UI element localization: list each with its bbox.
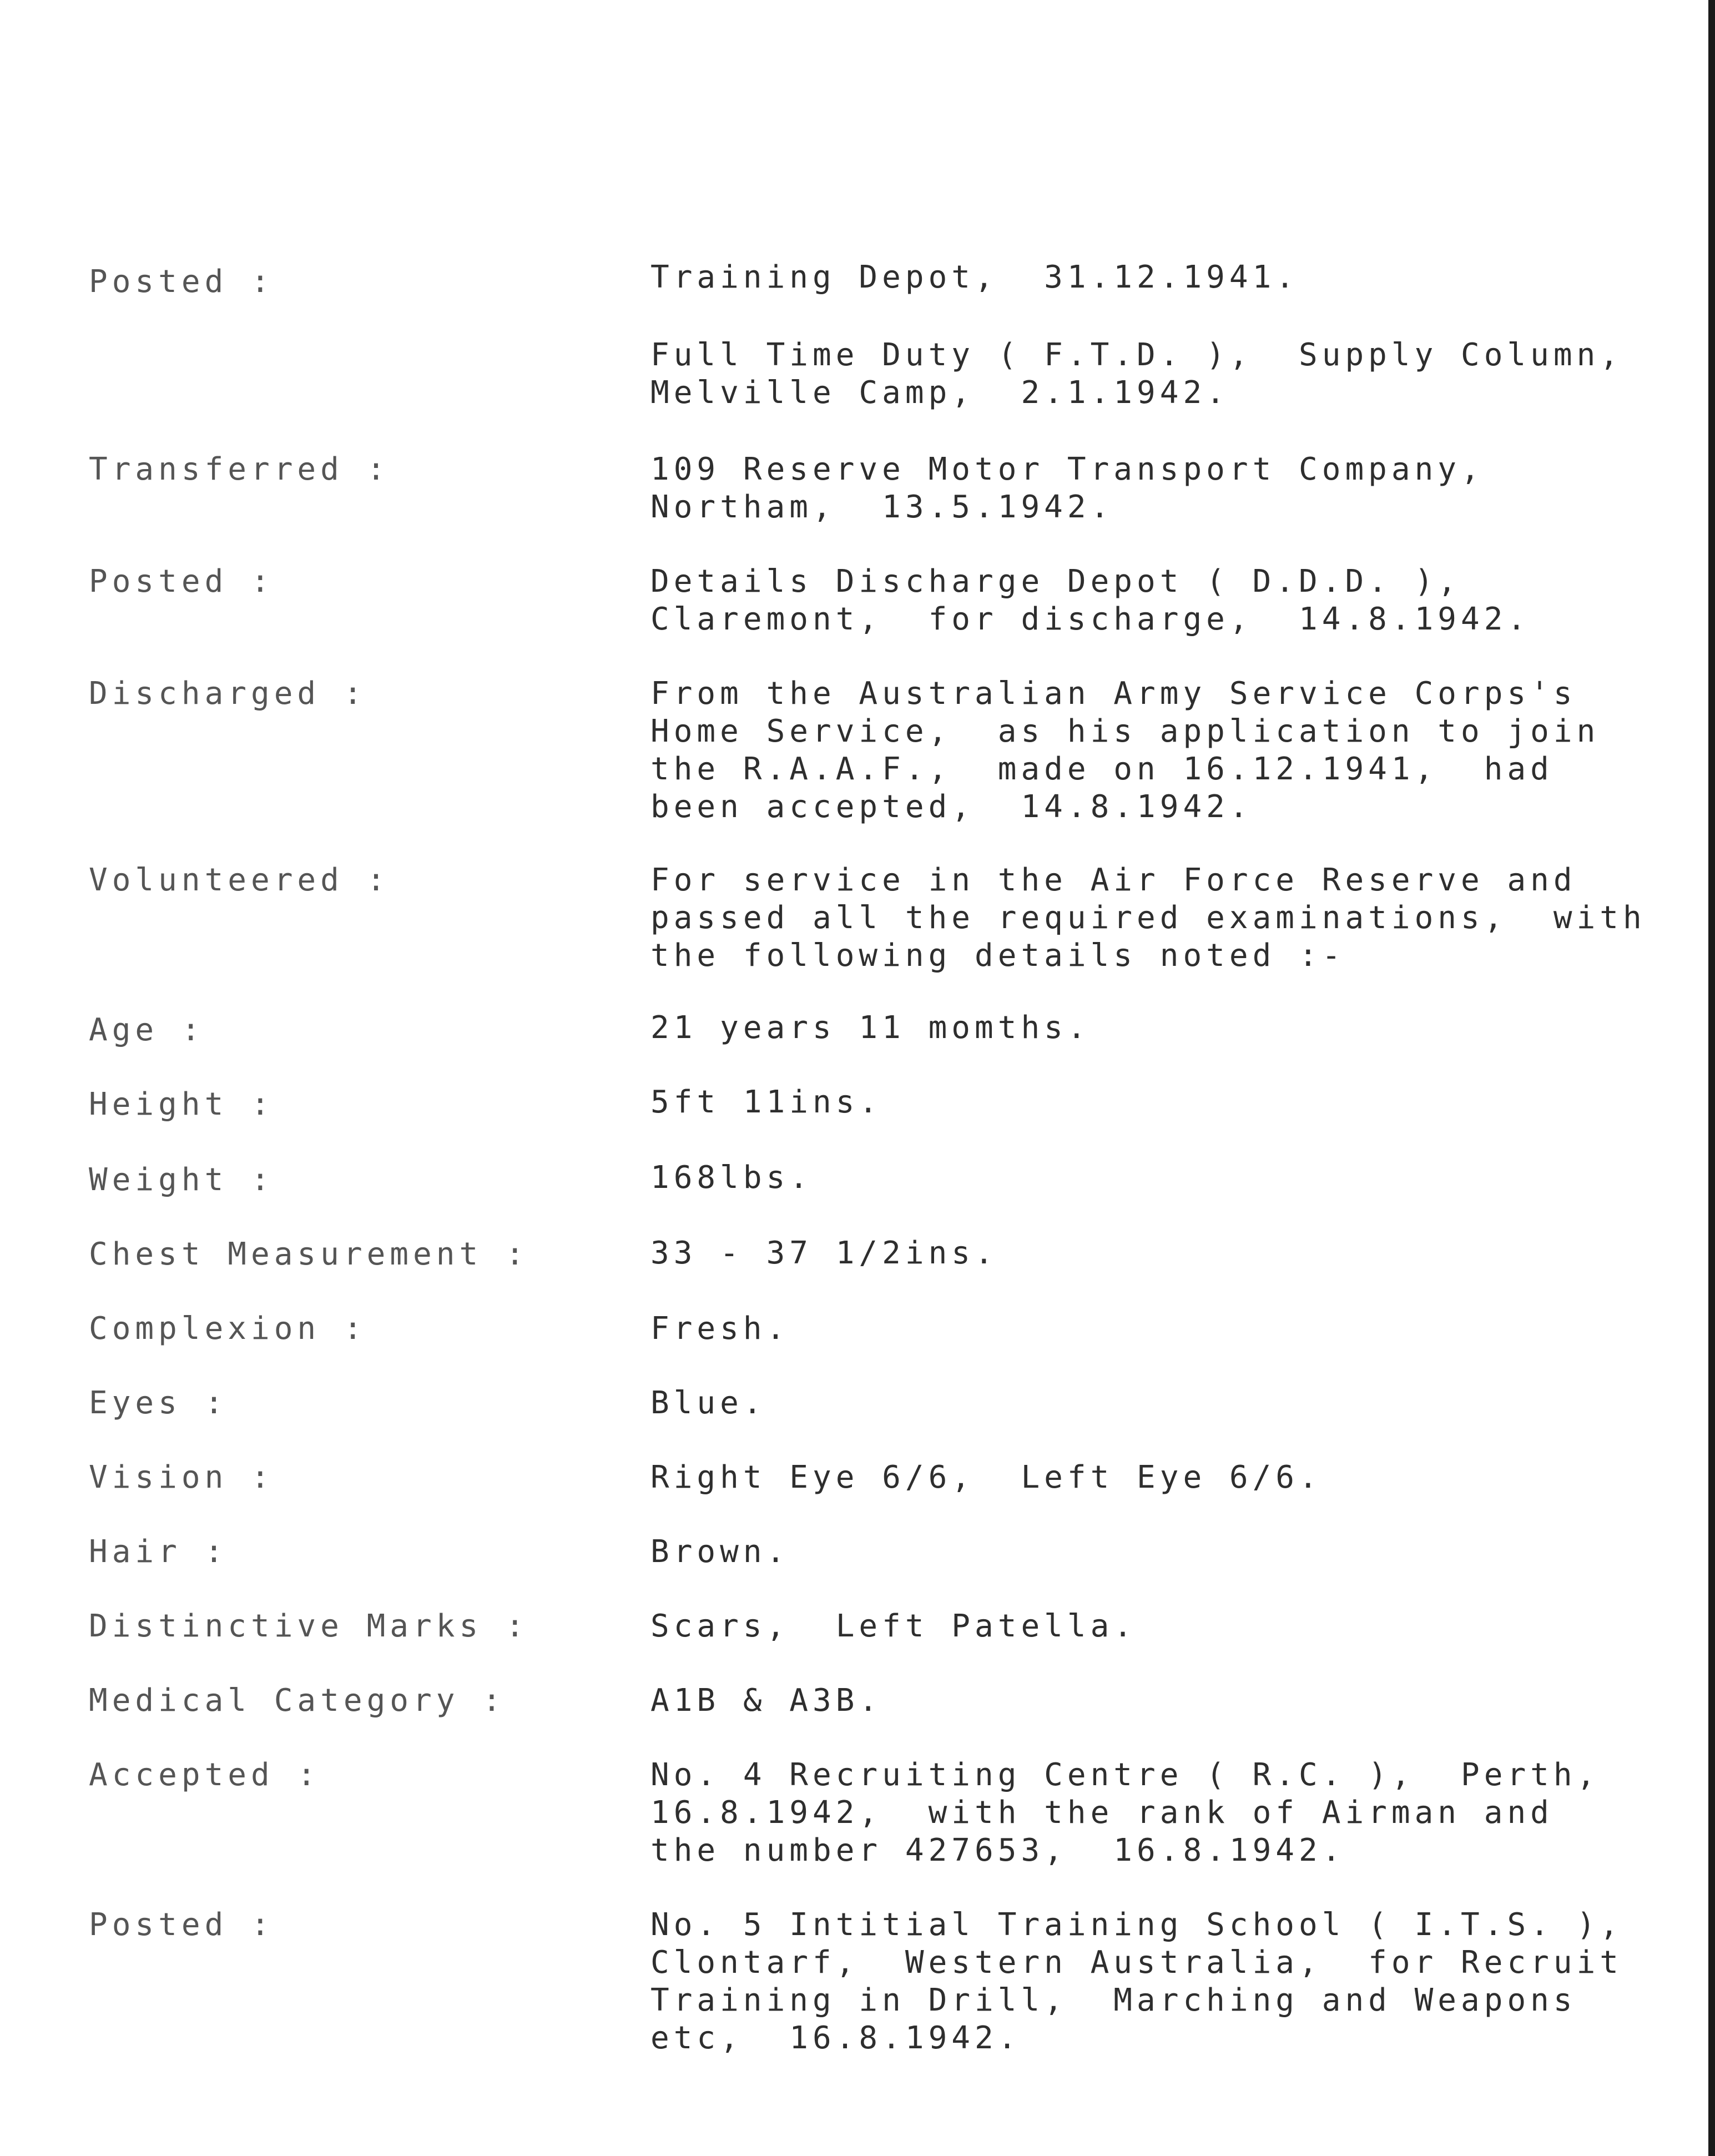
entry-value-line: Northam, 13.5.1942. xyxy=(650,489,1114,525)
entry-value-line: Fresh. xyxy=(650,1311,790,1347)
entry-value-line: Training Depot, 31.12.1941. xyxy=(650,259,1299,295)
entry-label: Eyes : xyxy=(89,1385,228,1421)
entry-value-line: 21 years 11 momths. xyxy=(650,1010,1091,1046)
entry-value-line: the number 427653, 16.8.1942. xyxy=(650,1832,1345,1868)
entry-value-line: Full Time Duty ( F.T.D. ), Supply Column, xyxy=(650,337,1623,373)
entry-label: Discharged : xyxy=(89,676,367,712)
entry-value-line: passed all the required examinations, with xyxy=(650,900,1646,936)
entry-value-line: 109 Reserve Motor Transport Company, xyxy=(650,451,1484,487)
entry-value-line: Details Discharge Depot ( D.D.D. ), xyxy=(650,563,1461,600)
entry-value-line: Training in Drill, Marching and Weapons xyxy=(650,1982,1577,2018)
entry-value-line: Home Service, as his application to join xyxy=(650,713,1600,749)
entry-value-line: been accepted, 14.8.1942. xyxy=(650,789,1253,825)
entry-value-line: 5ft 11ins. xyxy=(650,1084,882,1120)
entry-value-line: Right Eye 6/6, Left Eye 6/6. xyxy=(650,1459,1322,1495)
entry-value-line: the following details noted :- xyxy=(650,938,1345,974)
entry-value-line: For service in the Air Force Reserve and xyxy=(650,862,1577,898)
entry-label: Posted : xyxy=(89,264,274,300)
entry-label: Complexion : xyxy=(89,1311,367,1347)
entry-label: Posted : xyxy=(89,1907,274,1943)
entry-value-line: 16.8.1942, with the rank of Airman and xyxy=(650,1795,1553,1831)
entry-value-line: From the Australian Army Service Corps's xyxy=(650,676,1577,712)
entry-value-line: Claremont, for discharge, 14.8.1942. xyxy=(650,601,1531,637)
entry-value-line: Clontarf, Western Australia, for Recruit xyxy=(650,1945,1623,1981)
entry-value-line: No. 5 Intitial Training School ( I.T.S. ), xyxy=(650,1907,1623,1943)
entry-label: Vision : xyxy=(89,1459,274,1495)
entry-label: Hair : xyxy=(89,1534,228,1570)
entry-value-line: the R.A.A.F., made on 16.12.1941, had xyxy=(650,751,1553,787)
entry-value-line: Melville Camp, 2.1.1942. xyxy=(650,375,1229,411)
entry-value-line: Scars, Left Patella. xyxy=(650,1608,1137,1644)
entry-value-line: 33 - 37 1/2ins. xyxy=(650,1235,998,1271)
entry-value-line: A1B & A3B. xyxy=(650,1683,882,1719)
entry-value-line: Blue. xyxy=(650,1385,766,1421)
entry-value-line: No. 4 Recruiting Centre ( R.C. ), Perth, xyxy=(650,1757,1600,1793)
entry-label: Height : xyxy=(89,1086,274,1122)
entry-value-line: Brown. xyxy=(650,1534,790,1570)
entry-label: Age : xyxy=(89,1012,205,1048)
scan-edge xyxy=(1708,0,1715,2156)
entry-value-line: 168lbs. xyxy=(650,1160,813,1196)
entry-label: Chest Measurement : xyxy=(89,1236,529,1272)
entry-label: Distinctive Marks : xyxy=(89,1608,529,1644)
entry-label: Transferred : xyxy=(89,451,390,487)
entry-label: Volunteered : xyxy=(89,862,390,898)
entry-value-line: etc, 16.8.1942. xyxy=(650,2020,1021,2056)
entry-label: Posted : xyxy=(89,563,274,600)
entry-label: Weight : xyxy=(89,1162,274,1198)
entry-label: Accepted : xyxy=(89,1757,321,1793)
entry-label: Medical Category : xyxy=(89,1683,506,1719)
